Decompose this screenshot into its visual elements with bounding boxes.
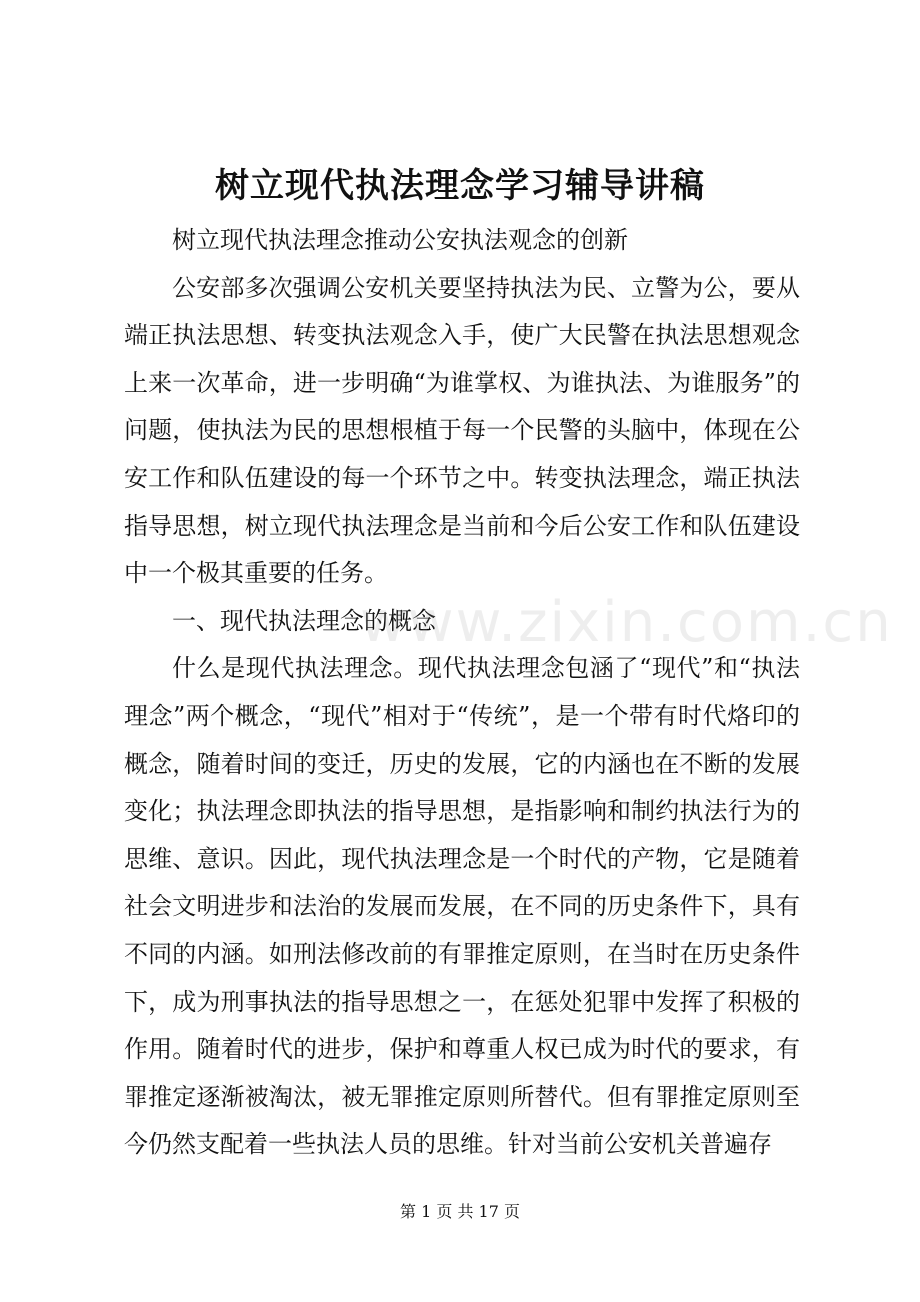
- page-number-footer: 第 1 页 共 17 页: [400, 1202, 520, 1221]
- paragraph-concept: 什么是现代执法理念。现代执法理念包涵了“现代”和“执法理念”两个概念，“现代”相对于“传统”，是一个带有时代烙印的概念，随着时间的变迁，历史的发展，它的内涵也在不断的发展变化；执法理念即执法的指导思想，是指影响和制约执法行为的思维、意识。因此，现代执法理念是一个时代的产物，它是随着社会文明进步和法治的发展而发展，在不同的历史条件下，具有不同的内涵。如刑法修改前的有罪推定原则，在当时在历史条件下，成为刑事执法的指导思想之一，在惩处犯罪中发挥了积极的作用。随着时代的进步，保护和尊重人权已成为时代的要求，有罪推定逐渐被淘汰，被无罪推定原则所替代。但有罪推定原则至今仍然支配着一些执法人员的思维。针对当前公安机关普遍存: [124, 654, 800, 1159]
- paragraph-subtitle: 树立现代执法理念推动公安执法观念的创新: [172, 226, 628, 254]
- section-heading: 一、现代执法理念的概念: [172, 606, 436, 635]
- document-title: 树立现代执法理念学习辅导讲稿: [215, 166, 705, 206]
- paragraph-intro: 公安部多次强调公安机关要坚持执法为民、立警为公，要从端正执法思想、转变执法观念入手，使广大民警在执法思想观念上来一次革命，进一步明确“为谁掌权、为谁执法、为谁服务”的问题，使执法为民的思想根植于每一个民警的头脑中，体现在公安工作和队伍建设的每一个环节之中。转变执法理念，端正执法指导思想，树立现代执法理念是当前和今后公安工作和队伍建设中一个极其重要的任务。: [124, 273, 800, 588]
- document-body: [124, 217, 800, 1169]
- watermark: www.zixin.com.cn: [360, 590, 893, 655]
